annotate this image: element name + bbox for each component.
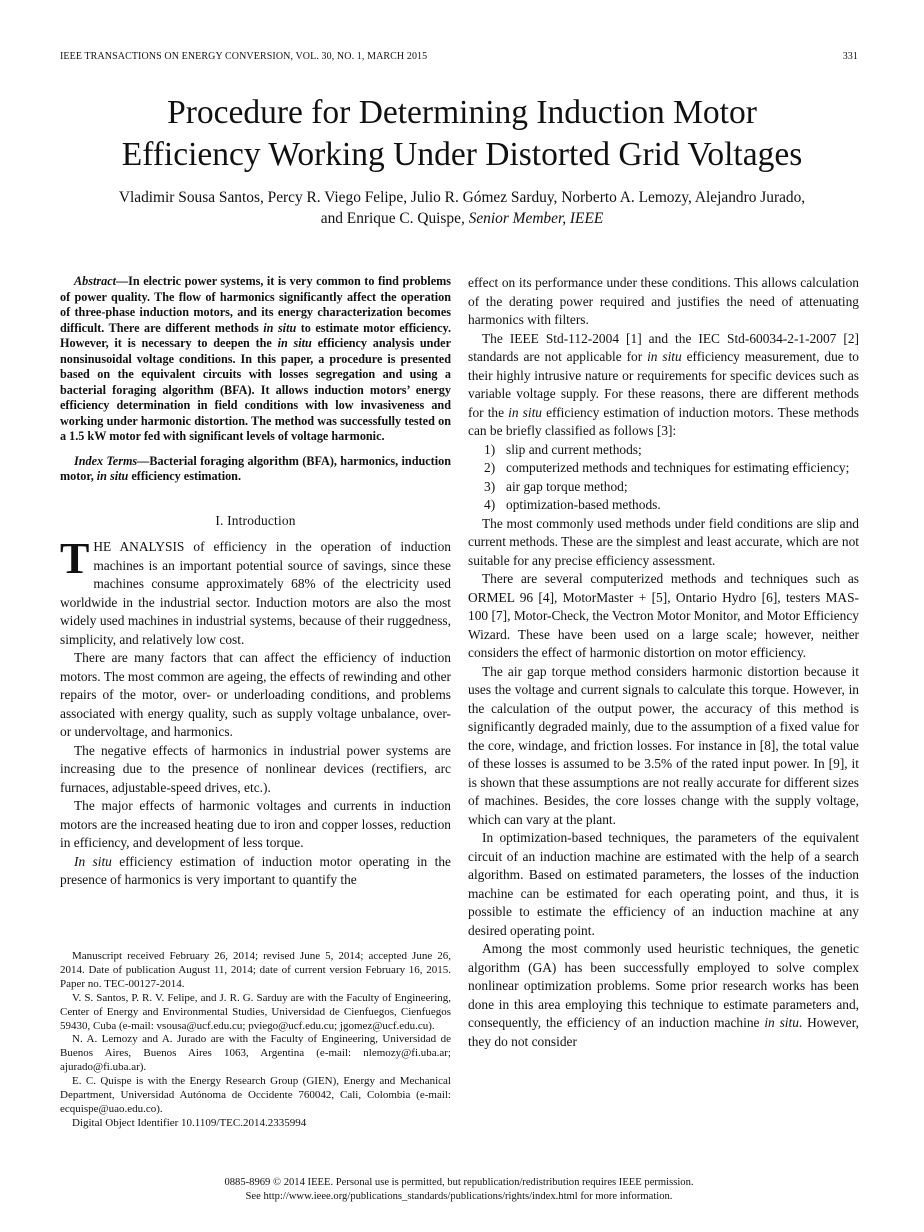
journal-name: IEEE TRANSACTIONS ON ENERGY CONVERSION, VOL. 30, NO. 1, MARCH 2015 — [60, 51, 428, 62]
copyright-line-2: See http://www.ieee.org/publications_standards/publications/rights/index.html for more information. — [245, 1191, 673, 1202]
list-text: slip and current methods; — [506, 441, 642, 457]
paragraph-heuristic — [468, 940, 859, 1051]
page-number: 331 — [842, 51, 858, 62]
left-column — [60, 274, 451, 890]
index-terms-text: efficiency estimation. — [128, 469, 242, 483]
list-number: 2) — [484, 460, 496, 475]
list-number: 3) — [484, 478, 496, 494]
intro-paragraph-2: There are many factors that can affect the efficiency of induction motors. The most common are ageing, the effects of rewinding and other repairs of the motor, over- or underloading conditions, and problems associated with energy quality, such as supply voltage unbalance, over- or undervoltage, and harmonics. — [60, 650, 451, 739]
title-line-1: Procedure for Determining Induction Motor — [167, 94, 757, 131]
paragraph-standards — [468, 330, 859, 441]
paragraph-italic: In situ — [74, 853, 112, 869]
paragraph-continued: effect on its performance under these conditions. This allows calculation of the derating power required and justifies the need of attenuating harmonics with filters. — [468, 275, 859, 327]
list-item — [468, 459, 859, 478]
intro-paragraph-4: The major effects of harmonic voltages and currents in induction motors are the increased heating due to iron and copper losses, reduction in efficiency, and development of less torque. — [60, 798, 451, 850]
abstract-text: In electric power systems, it is very common to find problems of power quality. The flow of harmonics significantly affect the operation of three-phase induction motors, and its energy characterization becomes difficult. There are different methods — [60, 274, 451, 335]
abstract-text: efficiency analysis under nonsinusoidal voltage conditions. In this paper, a procedure is presented based on the equivalent circuits with losses segregation and using a bacterial foraging algorithm (BFA). It allows induction motors’ energy efficiency determination in field conditions with low invasiveness and working under harmonic distortion. The method was successfully tested on a 1.5 kW motor fed with significant levels of voltage harmonic. — [60, 336, 452, 443]
paragraph-text: Among the most commonly used heuristic techniques, the genetic algorithm (GA) has been successfully employed to solve complex nonlinear optimization problems. Some prior research works has been done in this area employing this technique to estimate parameters and, consequently, the efficiency of an induction machine — [468, 941, 859, 1030]
footnote-manuscript: Manuscript received February 26, 2014; revised June 5, 2014; accepted June 26, 2014. Date of publication August 11, 2014; date of current version February 16, 2015. Paper no. TEC-00127-2014. — [60, 950, 451, 990]
footnote-affiliation-3: E. C. Quispe is with the Energy Research Group (GIEN), Energy and Mechanical Department, Universidad Autónoma de Occidente 760042, Cali, Colombia (e-mail: ecquispe@uao.edu.co). — [60, 1075, 451, 1115]
author-title: , Senior Member, IEEE — [460, 210, 604, 227]
authors-line-2: and Enrique C. Quispe — [320, 210, 461, 227]
paragraph-italic: in situ — [647, 349, 682, 364]
list-number: 4) — [484, 497, 496, 512]
section-heading: I. Introduction — [215, 512, 296, 528]
paragraph-text: HE ANALYSIS of efficiency in the operation of induction machines is an important potential source of savings, since these machines consume approximately 68% of the electricity used worldwide in the industrial sector. Induction motors are also the most widely used machines in industrial systems, because of their ruggedness, simplicity, and relatively low cost. — [60, 539, 451, 647]
intro-paragraph-3: The negative effects of harmonics in industrial power systems are increasing due to the presence of nonlinear devices (rectifiers, arc furnaces, adjustable-speed drives, etc.). — [60, 742, 451, 795]
footnotes — [60, 950, 451, 1131]
right-column — [468, 274, 859, 1051]
authors-line-1: Vladimir Sousa Santos, Percy R. Viego Felipe, Julio R. Gómez Sarduy, Norberto A. Lemozy, Alejandro Jurado, — [118, 189, 806, 206]
copyright-notice — [60, 1176, 858, 1204]
list-number: 1) — [484, 441, 496, 457]
paragraph-air-gap: The air gap torque method considers harmonic distortion because it uses the voltage and current signals to calculate this torque. However, in the calculation of the output power, the accuracy of this method is significantly degraded mainly, due to the assumption of a fixed value for the core, windage, and friction losses. For instance in [8], the total value of these losses is assumed to be 3.5% of the rated input power. In [9], it is shown that these assumptions are not really accurate for different sizes of machines. Besides, the core losses change with the supply voltage, which can vary at the plant. — [468, 663, 859, 827]
intro-paragraph-5 — [60, 853, 451, 890]
footnote-affiliation-2: N. A. Lemozy and A. Jurado are with the Faculty of Engineering, Universidad de Buenos Aires, Buenos Aires 1063, Argentina (e-mail: nlemozy@fi.uba.ar; ajurado@fi.uba.ar). — [60, 1033, 451, 1074]
abstract-text: to estimate motor efficiency. However, it is necessary to deepen the — [60, 320, 452, 350]
paper-title — [40, 92, 884, 176]
paragraph-text: The IEEE Std-112-2004 [1] and the IEC Std-60034-2-1-2007 [2] standards are not applicable for — [468, 330, 859, 364]
paragraph-slip-methods: The most commonly used methods under field conditions are slip and current methods. These are the simplest and least accurate, which are not suitable for any precise efficiency assessment. — [468, 515, 859, 568]
list-item — [468, 478, 859, 497]
index-terms-text: Bacterial foraging algorithm (BFA), harmonics, induction motor, — [60, 453, 451, 483]
paragraph-text: . However, they do not consider — [468, 1015, 859, 1049]
paragraph-optimization: In optimization-based techniques, the parameters of the equivalent circuit of an induction machine are estimated with the help of a search algorithm. Based on estimated parameters, the losses of the induction machine can be estimated for each operating point, and thus, it is possible to estimate the efficiency of an induction machine at any desired operating point. — [468, 830, 859, 938]
paragraph-italic: in situ — [508, 404, 542, 420]
paragraph-computerized: There are several computerized methods and techniques such as ORMEL 96 [4], MotorMaster + [5], Ontario Hydro [6], testers MAS-100 [7], Motor-Check, the Vectron Motor Monitor, and Motor Efficiency Wizard. These have been used on a large scale; however, neither considers the effect of harmonic distortion on motor efficiency. — [468, 571, 859, 660]
author-list — [40, 187, 884, 229]
footnote-doi: Digital Object Identifier 10.1109/TEC.2014.2335994 — [72, 1116, 307, 1129]
abstract-label: Abstract— — [74, 274, 129, 288]
list-text: computerized methods and techniques for estimating efficiency; — [506, 460, 850, 475]
list-item — [468, 441, 859, 460]
intro-paragraph-1 — [60, 534, 451, 649]
running-header — [60, 51, 858, 62]
drop-cap: T — [60, 534, 90, 583]
methods-list — [468, 441, 859, 515]
abstract — [60, 274, 451, 445]
list-item — [468, 496, 859, 515]
copyright-line-1: 0885-8969 © 2014 IEEE. Personal use is permitted, but republication/redistribution requires IEEE permission. — [224, 1177, 694, 1188]
paragraph-text: efficiency estimation of induction motors. These methods can be briefly classified as follows [3]: — [468, 404, 859, 438]
abstract-italic: in situ — [263, 320, 297, 335]
index-terms — [60, 454, 451, 485]
index-terms-italic: in situ — [96, 469, 129, 483]
list-text: air gap torque method; — [506, 478, 628, 494]
paragraph-italic: in situ — [764, 1015, 799, 1030]
footnote-affiliation-1: V. S. Santos, P. R. V. Felipe, and J. R. G. Sarduy are with the Faculty of Engineering, Center of Energy and Environmental Studies, Universidad de Cienfuegos, Cienfuegos 59430, Cuba (e-mail: vsousa@ucf.edu.cu; pviego@ucf.edu.cu; jgomez@ucf.edu.cu). — [60, 991, 451, 1032]
abstract-italic: in situ — [277, 336, 312, 350]
paragraph-text: efficiency estimation of induction motor operating in the presence of harmonics is very important to quantify the — [60, 853, 451, 887]
list-text: optimization-based methods. — [506, 497, 661, 512]
title-line-2: Efficiency Working Under Distorted Grid Voltages — [121, 136, 803, 173]
index-terms-label: Index Terms— — [74, 453, 150, 468]
paragraph-text: efficiency measurement, due to their highly intrusive nature or requirements for specific devices such as variable voltage supply. For these reasons, there are different methods for the — [468, 349, 859, 420]
